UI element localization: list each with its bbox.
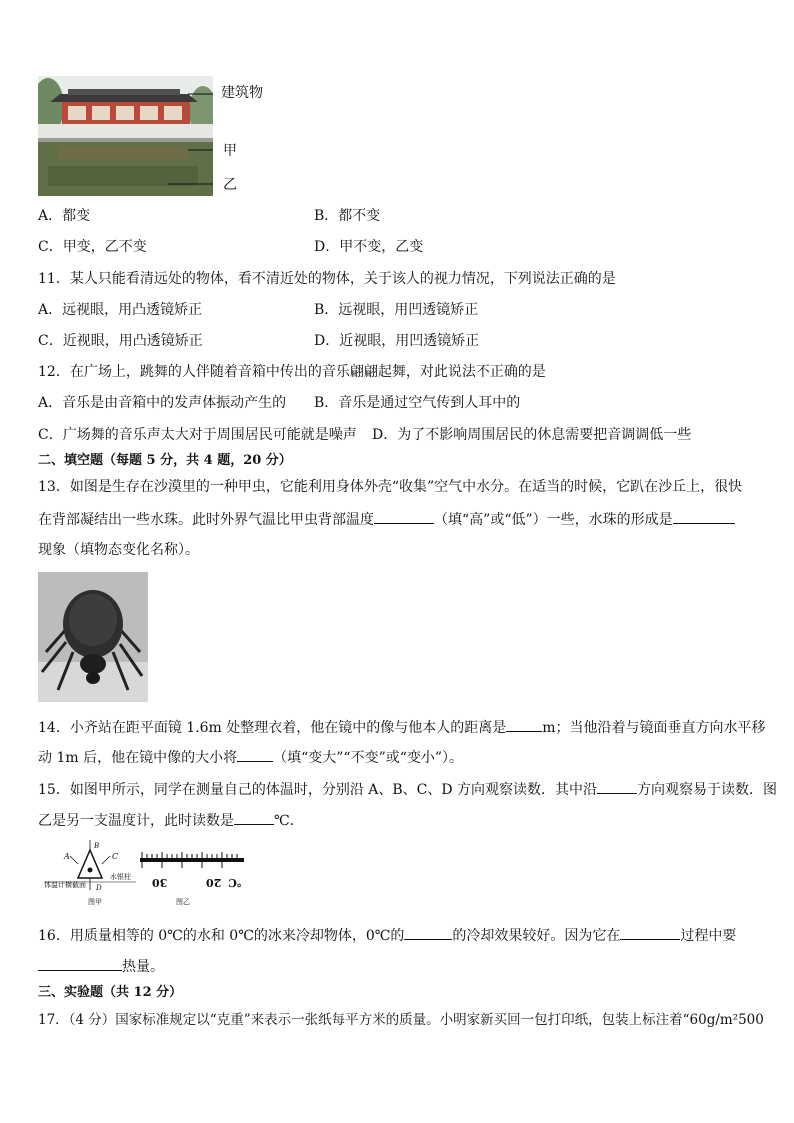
fig-label-d: D bbox=[96, 884, 102, 892]
q13-line3: 现象（填物态变化名称）。 bbox=[38, 542, 199, 558]
q14-line2 bbox=[38, 747, 463, 768]
fig-label-section: 体温计横截面 bbox=[44, 881, 86, 889]
q16-text-c: 过程中要 bbox=[680, 928, 737, 944]
q16-text-b: 的冷却效果较好。因为它在 bbox=[452, 928, 621, 944]
q16-line1 bbox=[38, 925, 736, 946]
q17-line1: 17．（4 分）国家标准规定以“克重”来表示一张纸每平方米的质量。小明家新买回一包打印纸，包装上标注着“60g/m²500 bbox=[38, 1012, 764, 1028]
q12-option-b: B．音乐是通过空气传到人耳中的 bbox=[314, 395, 521, 411]
fig-label-mercury: 水银柱 bbox=[110, 873, 131, 881]
q13-text-b: （填“高”或“低”）一些，水珠的形成是 bbox=[434, 512, 673, 528]
fig-label-a: A bbox=[64, 852, 70, 861]
section2-title: 二、填空题（每题 5 分，共 4 题，20 分） bbox=[38, 453, 292, 468]
building-label: 建筑物 bbox=[221, 85, 263, 101]
scale-unit-label: ℃ bbox=[228, 876, 242, 889]
q12-stem: 12．在广场上，跳舞的人伴随着音箱中传出的音乐翩翩起舞，对此说法不正确的是 bbox=[38, 364, 546, 380]
q16-blank-2[interactable] bbox=[620, 925, 680, 940]
q14-blank-2[interactable] bbox=[237, 747, 273, 762]
q13-blank-1[interactable] bbox=[374, 509, 434, 524]
q13-text-a: 在背部凝结出一些水珠。此时外界气温比甲虫背部温度 bbox=[38, 512, 374, 528]
q12-option-c: C．广场舞的音乐声太大对于周围居民可能就是噪声 bbox=[38, 427, 357, 443]
q12-option-d: D．为了不影响周围居民的休息需要把音调调低一些 bbox=[372, 427, 692, 443]
q15-text-b: 方向观察易于读数．图 bbox=[637, 782, 778, 798]
jia-label: 甲 bbox=[223, 143, 237, 159]
q11-option-a: A．远视眼，用凸透镜矫正 bbox=[38, 302, 203, 318]
q15-blank-1[interactable] bbox=[597, 779, 637, 794]
fig-caption-yi: 图乙 bbox=[176, 898, 190, 906]
q15-text-a: 15．如图甲所示，同学在测量自己的体温时，分别沿 A、B、C、D 方向观察读数．其中沿 bbox=[38, 782, 598, 798]
building-photo bbox=[38, 76, 213, 196]
q10-option-c: C．甲变，乙不变 bbox=[38, 239, 147, 255]
q14-text-a: 14．小齐站在距平面镜 1.6m 处整理衣着，他在镜中的像与他本人的距离是 bbox=[38, 720, 507, 736]
q16-text-d: 热量。 bbox=[122, 959, 164, 975]
q16-line2 bbox=[38, 956, 164, 977]
q14-blank-1[interactable] bbox=[506, 717, 542, 732]
q11-option-b: B．远视眼，用凹透镜矫正 bbox=[314, 302, 479, 318]
q14-text-d: （填“变大”“不变”或“变小”）。 bbox=[273, 750, 464, 766]
q10-option-d: D．甲不变，乙变 bbox=[314, 239, 424, 255]
q13-line2 bbox=[38, 509, 735, 530]
q12-option-a: A．音乐是由音箱中的发声体振动产生的 bbox=[38, 395, 287, 411]
q11-option-d: D．近视眼，用凹透镜矫正 bbox=[314, 333, 480, 349]
q15-text-c: 乙是另一支温度计，此时读数是 bbox=[38, 813, 234, 829]
q16-blank-3[interactable] bbox=[38, 956, 122, 971]
fig-label-b: B bbox=[94, 842, 100, 850]
q15-blank-2[interactable] bbox=[234, 810, 274, 825]
q15-text-d: ℃． bbox=[274, 813, 304, 829]
scale-20-label: 20 bbox=[206, 876, 222, 889]
yi-label: 乙 bbox=[223, 177, 237, 193]
q13-line1: 13．如图是生存在沙漠里的一种甲虫，它能利用身体外壳“收集”空气中水分。在适当的时候，它趴在沙丘上，很快 bbox=[38, 479, 743, 495]
q15-line1 bbox=[38, 779, 777, 800]
q14-text-c: 动 1m 后，他在镜中像的大小将 bbox=[38, 750, 238, 766]
q16-text-a: 16．用质量相等的 0℃的水和 0℃的冰来冷却物体，0℃的 bbox=[38, 928, 405, 944]
q10-option-a: A．都变 bbox=[38, 208, 91, 224]
q11-option-c: C．近视眼，用凸透镜矫正 bbox=[38, 333, 203, 349]
thermometer-scale-figure bbox=[140, 850, 244, 874]
q16-blank-1[interactable] bbox=[404, 925, 452, 940]
fig-label-c: C bbox=[112, 852, 119, 861]
scale-30-label: 30 bbox=[152, 876, 168, 889]
beetle-photo bbox=[38, 572, 148, 702]
q13-blank-2[interactable] bbox=[673, 509, 735, 524]
q10-option-b: B．都不变 bbox=[314, 208, 381, 224]
q14-line1 bbox=[38, 717, 766, 738]
section3-title: 三、实验题（共 12 分） bbox=[38, 985, 183, 1000]
q14-text-b: m；当他沿着与镜面垂直方向水平移 bbox=[542, 720, 766, 736]
fig-caption-jia: 图甲 bbox=[88, 898, 102, 906]
q11-stem: 11．某人只能看清远处的物体，看不清近处的物体，关于该人的视力情况，下列说法正确的是 bbox=[38, 271, 616, 287]
q15-line2 bbox=[38, 810, 304, 831]
